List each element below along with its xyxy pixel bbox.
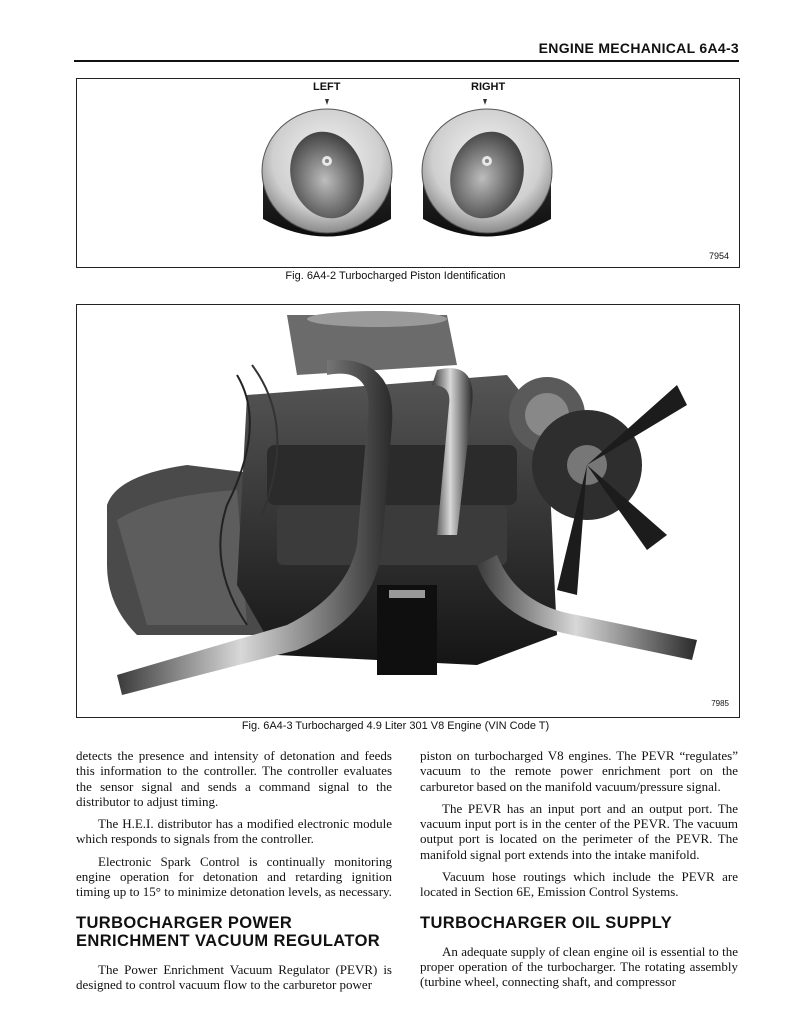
figure-number: 7954 — [708, 251, 729, 261]
paragraph: The Power Enrichment Vacuum Regulator (PEVR) is designed to control vacuum flow to the carburetor power — [76, 961, 392, 992]
paragraph: detects the presence and intensity of detonation and feeds this information to the controller. The controller evaluates the sensor signal and sends a command signal to the distributor to adjust timing. — [76, 748, 392, 809]
right-column — [420, 748, 738, 997]
left-piston — [262, 109, 392, 237]
paragraph: piston on turbocharged V8 engines. The PEVR “regulates” vacuum to the remote power enrichment port on the carburetor based on the manifold vacuum/pressure signal. — [420, 748, 738, 794]
paragraph: The PEVR has an input port and an output port. The vacuum input port is in the center of the PEVR. The vacuum output port is located on the perimeter of the PEVR. The manifold signal port extends into the intake manifold. — [420, 800, 738, 862]
figure-number: 7985 — [711, 699, 729, 708]
paragraph: Vacuum hose routings which include the PEVR are located in Section 6E, Emission Control Systems. — [420, 869, 738, 900]
engine-illustration — [77, 305, 739, 717]
section-heading-oil-supply: TURBOCHARGER OIL SUPPLY — [420, 913, 673, 932]
right-piston — [422, 109, 552, 237]
figure-piston-identification — [76, 78, 740, 268]
paragraph: The H.E.I. distributor has a modified electronic module which responds to signals from the controller. — [76, 816, 392, 847]
header-title: ENGINE MECHANICAL 6A4-3 — [538, 40, 739, 56]
left-column — [76, 748, 392, 999]
piston-illustration — [77, 79, 739, 267]
figure-caption-2: Fig. 6A4-3 Turbocharged 4.9 Liter 301 V8 Engine (VIN Code T) — [241, 720, 550, 732]
section-heading-pevr: TURBOCHARGER POWER ENRICHMENT VACUUM REGULATOR — [76, 913, 381, 950]
figure-caption-1: Fig. 6A4-2 Turbocharged Piston Identification — [285, 270, 506, 282]
paragraph: Electronic Spark Control is continually monitoring engine operation for detonation and retarding ignition timing up to 15° to minimize detonation levels, as necessary. — [76, 853, 392, 900]
figure-turbo-engine — [76, 304, 740, 718]
paragraph: An adequate supply of clean engine oil is essential to the proper operation of the turbocharger. The rotating assembly (turbine wheel, connecting shaft, and compressor — [420, 943, 738, 990]
label-right: RIGHT — [471, 81, 506, 93]
label-left: LEFT — [313, 81, 341, 93]
page-header — [74, 38, 739, 62]
